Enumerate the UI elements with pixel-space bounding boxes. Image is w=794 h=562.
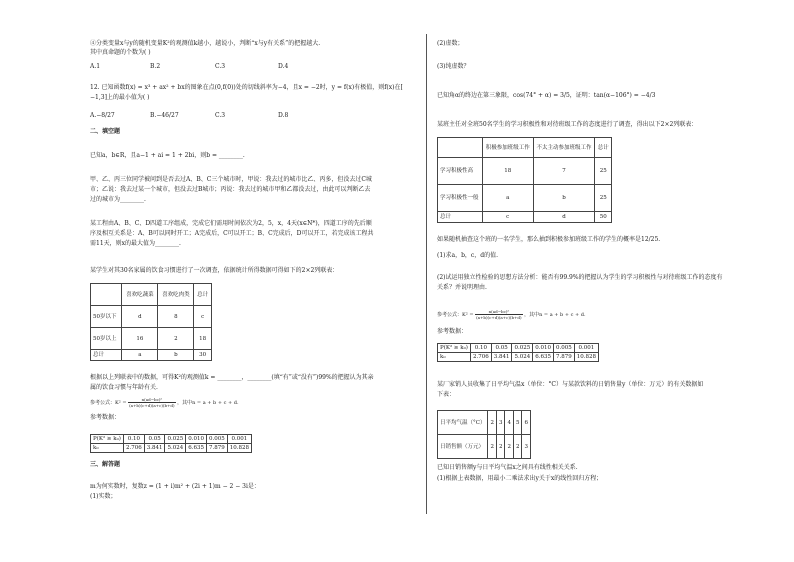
q19-part2-line1: (2)试运用独立性检验的思想方法分析：能否有99.9%的把握认为学生的学习积极性与对待班级工作的态度有 [437,274,723,281]
formula-fraction [128,397,175,408]
formula-numerator: n(ad−bc)² [475,309,522,315]
q17-part3: (3)纯虚数？ [437,63,470,70]
q4-line2: 其中真命题的个数为( ) [90,49,151,56]
q4-line1: ④分类变量x与y的随机变量K²的观测值k越小，越说小，判断“x与y有关系”的把握越大. [90,40,321,47]
q13: 已知a，b∈R，且a−1 + ai = 1 + 2bi，则b = ________. [90,152,245,159]
table-cell: P(K² ≥ k₀) [438,344,471,353]
table-cell: 总计 [595,138,612,158]
q12-line2: −1,3]上的最小值为( ) [90,94,150,101]
table-cell: 18 [194,328,212,350]
table-cell: 7.879 [206,444,227,453]
table-cell: a [122,350,158,361]
q15-line2: 序及相互关系是：A、B可以同时开工；A完成后，C可以开工；B、C完成后，D可以开工，若完成该工程共 [90,230,374,237]
q15-line1: 某工程由A、B、C、D四道工序组成，完成它们需用时间依次为2，5，x，4天(x∈N*)，四道工序的先后顺 [90,220,372,227]
table-cell: 3.841 [144,444,165,453]
table-cell: 50岁以下 [91,306,122,328]
table-cell: 8 [158,306,194,328]
table-cell: 总计 [91,350,122,361]
table-cell: 2 [488,411,497,435]
table-cell: 10.828 [574,353,598,362]
table-cell: 2 [158,328,194,350]
table-cell: k₀ [91,444,124,453]
table-cell: 总计 [438,212,483,223]
table-cell: 2 [505,435,514,459]
table-cell: 不太主动参加班级工作 [533,138,595,158]
q15-line3: 需11天，则x的最大值为________. [90,240,181,247]
q20-relation: 已知日销售额y与日平均气温x之间具有线性相关关系. [437,464,578,471]
table-cell: 10.828 [227,444,251,453]
q20-line1: 某厂家销人员收集了日平均气温x（单位：°C）与某款饮料的日销售量y（单位：万元）的有关数据如 [437,381,704,388]
q11-option-a: A.1 [90,63,101,70]
ref-data-label: 参考数据： [90,414,121,421]
table-cell: 0.10 [123,435,144,444]
formula-denominator: (a+b)(c+d)(a+c)(b+d) [476,315,522,320]
q20-part1: (1)根据上表数据，用最小二乘法求出y关于x的线性回归方程； [437,475,603,482]
table-cell: 7.879 [553,353,574,362]
q12-option-d: D.8 [278,112,289,119]
formula-fraction [475,309,522,320]
q11-option-d: D.4 [278,63,289,70]
table-cell: 0.005 [553,344,574,353]
table-cell: 0.010 [533,344,554,353]
q20-line2: 下表： [437,391,456,398]
table-cell: 喜欢吃蔬菜 [122,284,158,306]
table-cell: 学习积极性高 [438,158,483,185]
table-cell: d [122,306,158,328]
table-cell: 0.001 [227,435,251,444]
table-cell: P(K² ≥ k₀) [91,435,124,444]
table-cell: b [158,350,194,361]
table-cell: 0.001 [574,344,598,353]
ref-data-label-right: 参考数据： [437,328,468,335]
formula-label: 参考公式：K² = [437,312,474,318]
column-divider [426,34,427,514]
table-cell: 0.05 [491,344,512,353]
formula-label: 参考公式：K² = [90,400,127,406]
table-cell: d [533,212,595,223]
q17: m为何实数时，复数z = (1 + i)m² + (2i + 1)m − 2 − 3i是： [90,483,260,490]
q12-option-c: C.3 [215,112,226,119]
chi-square-formula [90,397,239,408]
table-cell: a [482,185,533,212]
table-cell: 0.10 [470,344,491,353]
table-cell: 50岁以上 [91,328,122,350]
q19-probability: 如果随机抽查这个班的一名学生，那么抽到积极参加班级工作的学生的概率是12/25. [437,236,661,243]
q17-part2: (2)虚数； [437,40,464,47]
formula-numerator: n(ad−bc)² [128,397,175,403]
diet-contingency-table [90,283,212,361]
q17-part1: (1)实数； [90,493,117,500]
q19-part2-line2: 关系？并说明理由. [437,284,487,291]
q16-after-line1: 根据以上列联表中的数据，可得K²的观测值k = ________，________(填“有”或“没有”)99%的把握认为其亲 [90,374,374,381]
table-cell: 0.025 [165,435,186,444]
table-cell: 0.05 [144,435,165,444]
formula-tail: ，其中n = a + b + c + d. [177,400,239,406]
q11-option-c: C.3 [215,63,226,70]
q16-intro: 某学生对其30名家属的饮食习惯进行了一次调查，依据统计所得数据可得如下的2×2列联表： [90,267,339,274]
q12-option-a: A.−8/27 [90,112,115,119]
table-cell: 积极参加班级工作 [482,138,533,158]
table-cell: 5.024 [512,353,533,362]
section-solutions: 三、解答题 [90,461,121,468]
table-cell: 日平均气温（°C） [438,411,488,435]
table-cell: 50 [595,212,612,223]
table-cell: 30 [194,350,212,361]
table-cell: 7 [533,158,595,185]
table-cell: 0.025 [512,344,533,353]
table-cell: 日销售额（万元） [438,435,488,459]
q12-line1: 12. 已知函数f(x) = x³ + ax² + bx的图象在点(0,f(0))处的切线斜率为−4，且x = −2时，y = f(x)有极值，则f(x)在[ [90,84,403,91]
table-cell: 6.635 [186,444,207,453]
q12-option-b: B.−46/27 [150,112,179,119]
critical-value-table [90,434,252,453]
table-cell: 3.841 [491,353,512,362]
table-cell [91,284,122,306]
table-cell: 2 [496,435,505,459]
table-cell: 6.635 [533,353,554,362]
table-cell: 总计 [194,284,212,306]
formula-tail: ，其中n = a + b + c + d. [524,312,586,318]
table-cell: 18 [482,158,533,185]
q14-line3: 过的城市为________. [90,196,146,203]
table-cell: c [194,306,212,328]
table-cell: 3 [496,411,505,435]
q19-part1: (1)求a，b，c，d的值. [437,252,499,259]
table-cell: 2.706 [470,353,491,362]
table-cell: 2 [513,435,522,459]
q16-after-line2: 属的饮食习惯与年龄有关. [90,384,158,391]
q14-line1: 甲、乙、丙三位同学被问到是否去过A、B、C三个城市时，甲说：我去过的城市比乙、丙多，但没去过C城 [90,176,372,183]
table-cell: 喜欢吃肉类 [158,284,194,306]
q19-intro: 某班主任对全班50名学生的学习积极性和对待班级工作的态度进行了调查，得出以下2×2列联表： [437,121,698,128]
table-cell: 2.706 [123,444,144,453]
table-cell: b [533,185,595,212]
q14-line2: 市；乙说：我去过某一个城市，但没去过B城市；丙说：我去过的城市甲和乙都没去过，由此可以判断乙去 [90,186,371,193]
q11-option-b: B.2 [150,63,161,70]
chi-square-formula-right [437,309,586,320]
table-cell: 5.024 [165,444,186,453]
table-cell: 0.010 [186,435,207,444]
table-cell: 4 [505,411,514,435]
study-attitude-table [437,137,612,223]
table-cell [438,138,483,158]
table-cell: 5 [513,411,522,435]
formula-denominator: (a+b)(c+d)(a+c)(b+d) [129,403,175,408]
table-cell: 25 [595,185,612,212]
table-cell: 25 [595,158,612,185]
table-cell: 学习积极性一般 [438,185,483,212]
critical-value-table-right [437,343,599,362]
table-cell: k₀ [438,353,471,362]
table-cell: 2 [488,435,497,459]
table-cell: 3 [522,435,531,459]
table-cell: c [482,212,533,223]
table-cell: 0.005 [206,435,227,444]
section-fill-in: 二、填空题 [90,128,121,135]
table-cell: 16 [122,328,158,350]
q18: 已知角α的终边在第三象限，cos(74° + α) = 3/5，证明：tan(α−106°) = −4/3 [437,92,656,99]
table-cell: 6 [522,411,531,435]
temperature-sales-table [437,410,531,459]
